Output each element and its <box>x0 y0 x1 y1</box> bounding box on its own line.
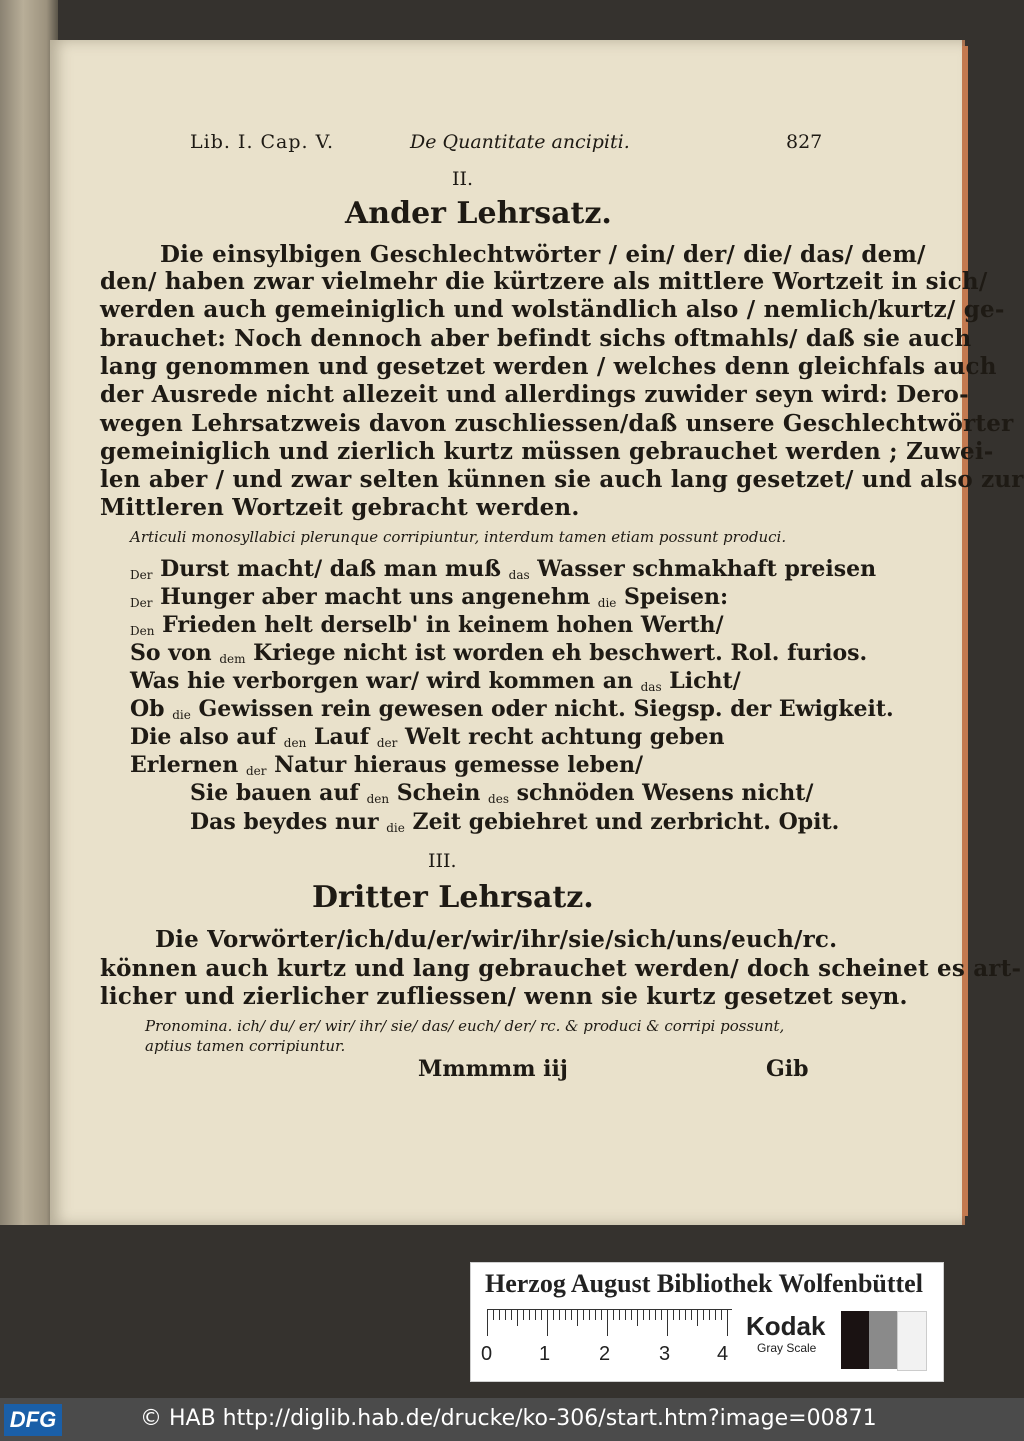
verse-line: Die also auf den Lauf der Welt recht achtung geben <box>130 724 725 750</box>
body-line: lang genommen und gesetzet werden / welches denn gleichfals auch <box>100 353 997 380</box>
ruler-label: 2 <box>599 1343 611 1365</box>
section-heading-3: Dritter Lehrsatz. <box>312 880 594 915</box>
latin-rule: Articuli monosyllabici plerunque corripiuntur, interdum tamen etiam possunt produci. <box>130 528 787 546</box>
body-line: Mittleren Wortzeit gebracht werden. <box>100 494 580 521</box>
body-line: brauchet: Noch dennoch aber befindt sichs oftmahls/ daß sie auch <box>100 325 972 352</box>
verse-line: Ob die Gewissen rein gewesen oder nicht. Siegsp. der Ewigkeit. <box>130 696 894 722</box>
body-line: Die einsylbigen Geschlechtwörter / ein/ der/ die/ das/ dem/ <box>160 241 926 268</box>
verse-line: Den Frieden helt derselb' in keinem hohen Werth/ <box>130 612 724 638</box>
body-line: licher und zierlicher zufliessen/ wenn sie kurtz gesetzet seyn. <box>100 983 908 1010</box>
verse-line: Der Hunger aber macht uns angenehm die Speisen: <box>130 584 729 610</box>
ruler-label: 3 <box>659 1343 671 1365</box>
body-line: den/ haben zwar vielmehr die kürtzere als mittlere Wortzeit in sich/ <box>100 268 988 295</box>
body-line: werden auch gemeiniglich und wolständlich also / nemlich/kurtz/ ge- <box>100 296 1005 323</box>
verse-line: Erlernen der Natur hieraus gemesse leben/ <box>130 752 643 778</box>
ruler-label: 0 <box>481 1343 493 1365</box>
body-line: len aber / und zwar selten künnen sie auch lang gesetzet/ und also zur <box>100 466 1024 493</box>
verse-line: So von dem Kriege nicht ist worden eh beschwert. Rol. furios. <box>130 640 868 666</box>
section-heading-2: Ander Lehrsatz. <box>345 196 612 231</box>
catchword: Gib <box>766 1056 809 1082</box>
swatch-dark <box>841 1311 869 1369</box>
kodak-logo: Kodak <box>746 1311 826 1341</box>
running-head-left: Lib. I. Cap. V. <box>190 131 335 153</box>
verse-line: Was hie verborgen war/ wird kommen an das Licht/ <box>130 668 741 694</box>
page-edge-strip <box>962 46 968 1216</box>
latin-rule: Pronomina. ich/ du/ er/ wir/ ihr/ sie/ das/ euch/ der/ rc. & produci & corripi possunt, <box>145 1017 785 1035</box>
swatch-light <box>897 1311 927 1371</box>
swatch-mid <box>869 1311 897 1369</box>
ruler-label: 4 <box>717 1343 729 1365</box>
latin-rule: aptius tamen corripiuntur. <box>145 1037 346 1055</box>
signature-mark: Mmmmm iij <box>418 1056 568 1082</box>
verse-line: Das beydes nur die Zeit gebiehret und zerbricht. Opit. <box>190 809 840 835</box>
page-number: 827 <box>786 131 823 153</box>
running-head-center: De Quantitate ancipiti. <box>410 131 630 153</box>
body-line: Die Vorwörter/ich/du/er/wir/ihr/sie/sich/uns/euch/rc. <box>155 926 838 953</box>
ruler-label: 1 <box>539 1343 551 1365</box>
footer-bar <box>0 1398 1024 1441</box>
body-line: der Ausrede nicht allezeit und allerdings zuwider seyn wird: Dero- <box>100 381 969 408</box>
body-line: wegen Lehrsatzweis davon zuschliessen/daß unsere Geschlechtwörter <box>100 410 1014 437</box>
body-line: können auch kurtz und lang gebrauchet werden/ doch scheinet es art- <box>100 955 1022 982</box>
body-line: gemeiniglich und zierlich kurtz müssen gebrauchet werden ; Zuwei- <box>100 438 994 465</box>
library-name: Herzog August Bibliothek Wolfenbüttel <box>485 1269 923 1298</box>
dfg-logo: DFG <box>4 1404 62 1436</box>
verse-line: Sie bauen auf den Schein des schnöden Wesens nicht/ <box>190 780 814 806</box>
verse-line: Der Durst macht/ daß man muß das Wasser schmakhaft preisen <box>130 556 877 582</box>
copyright-url: © HAB http://diglib.hab.de/drucke/ko-306/start.htm?image=00871 <box>140 1406 877 1431</box>
measurement-ruler <box>487 1309 732 1340</box>
color-reference-card <box>470 1262 944 1382</box>
gray-scale-label: Gray Scale <box>757 1341 817 1355</box>
section-numeral-3: III. <box>428 850 457 872</box>
section-numeral-2: II. <box>452 168 474 190</box>
